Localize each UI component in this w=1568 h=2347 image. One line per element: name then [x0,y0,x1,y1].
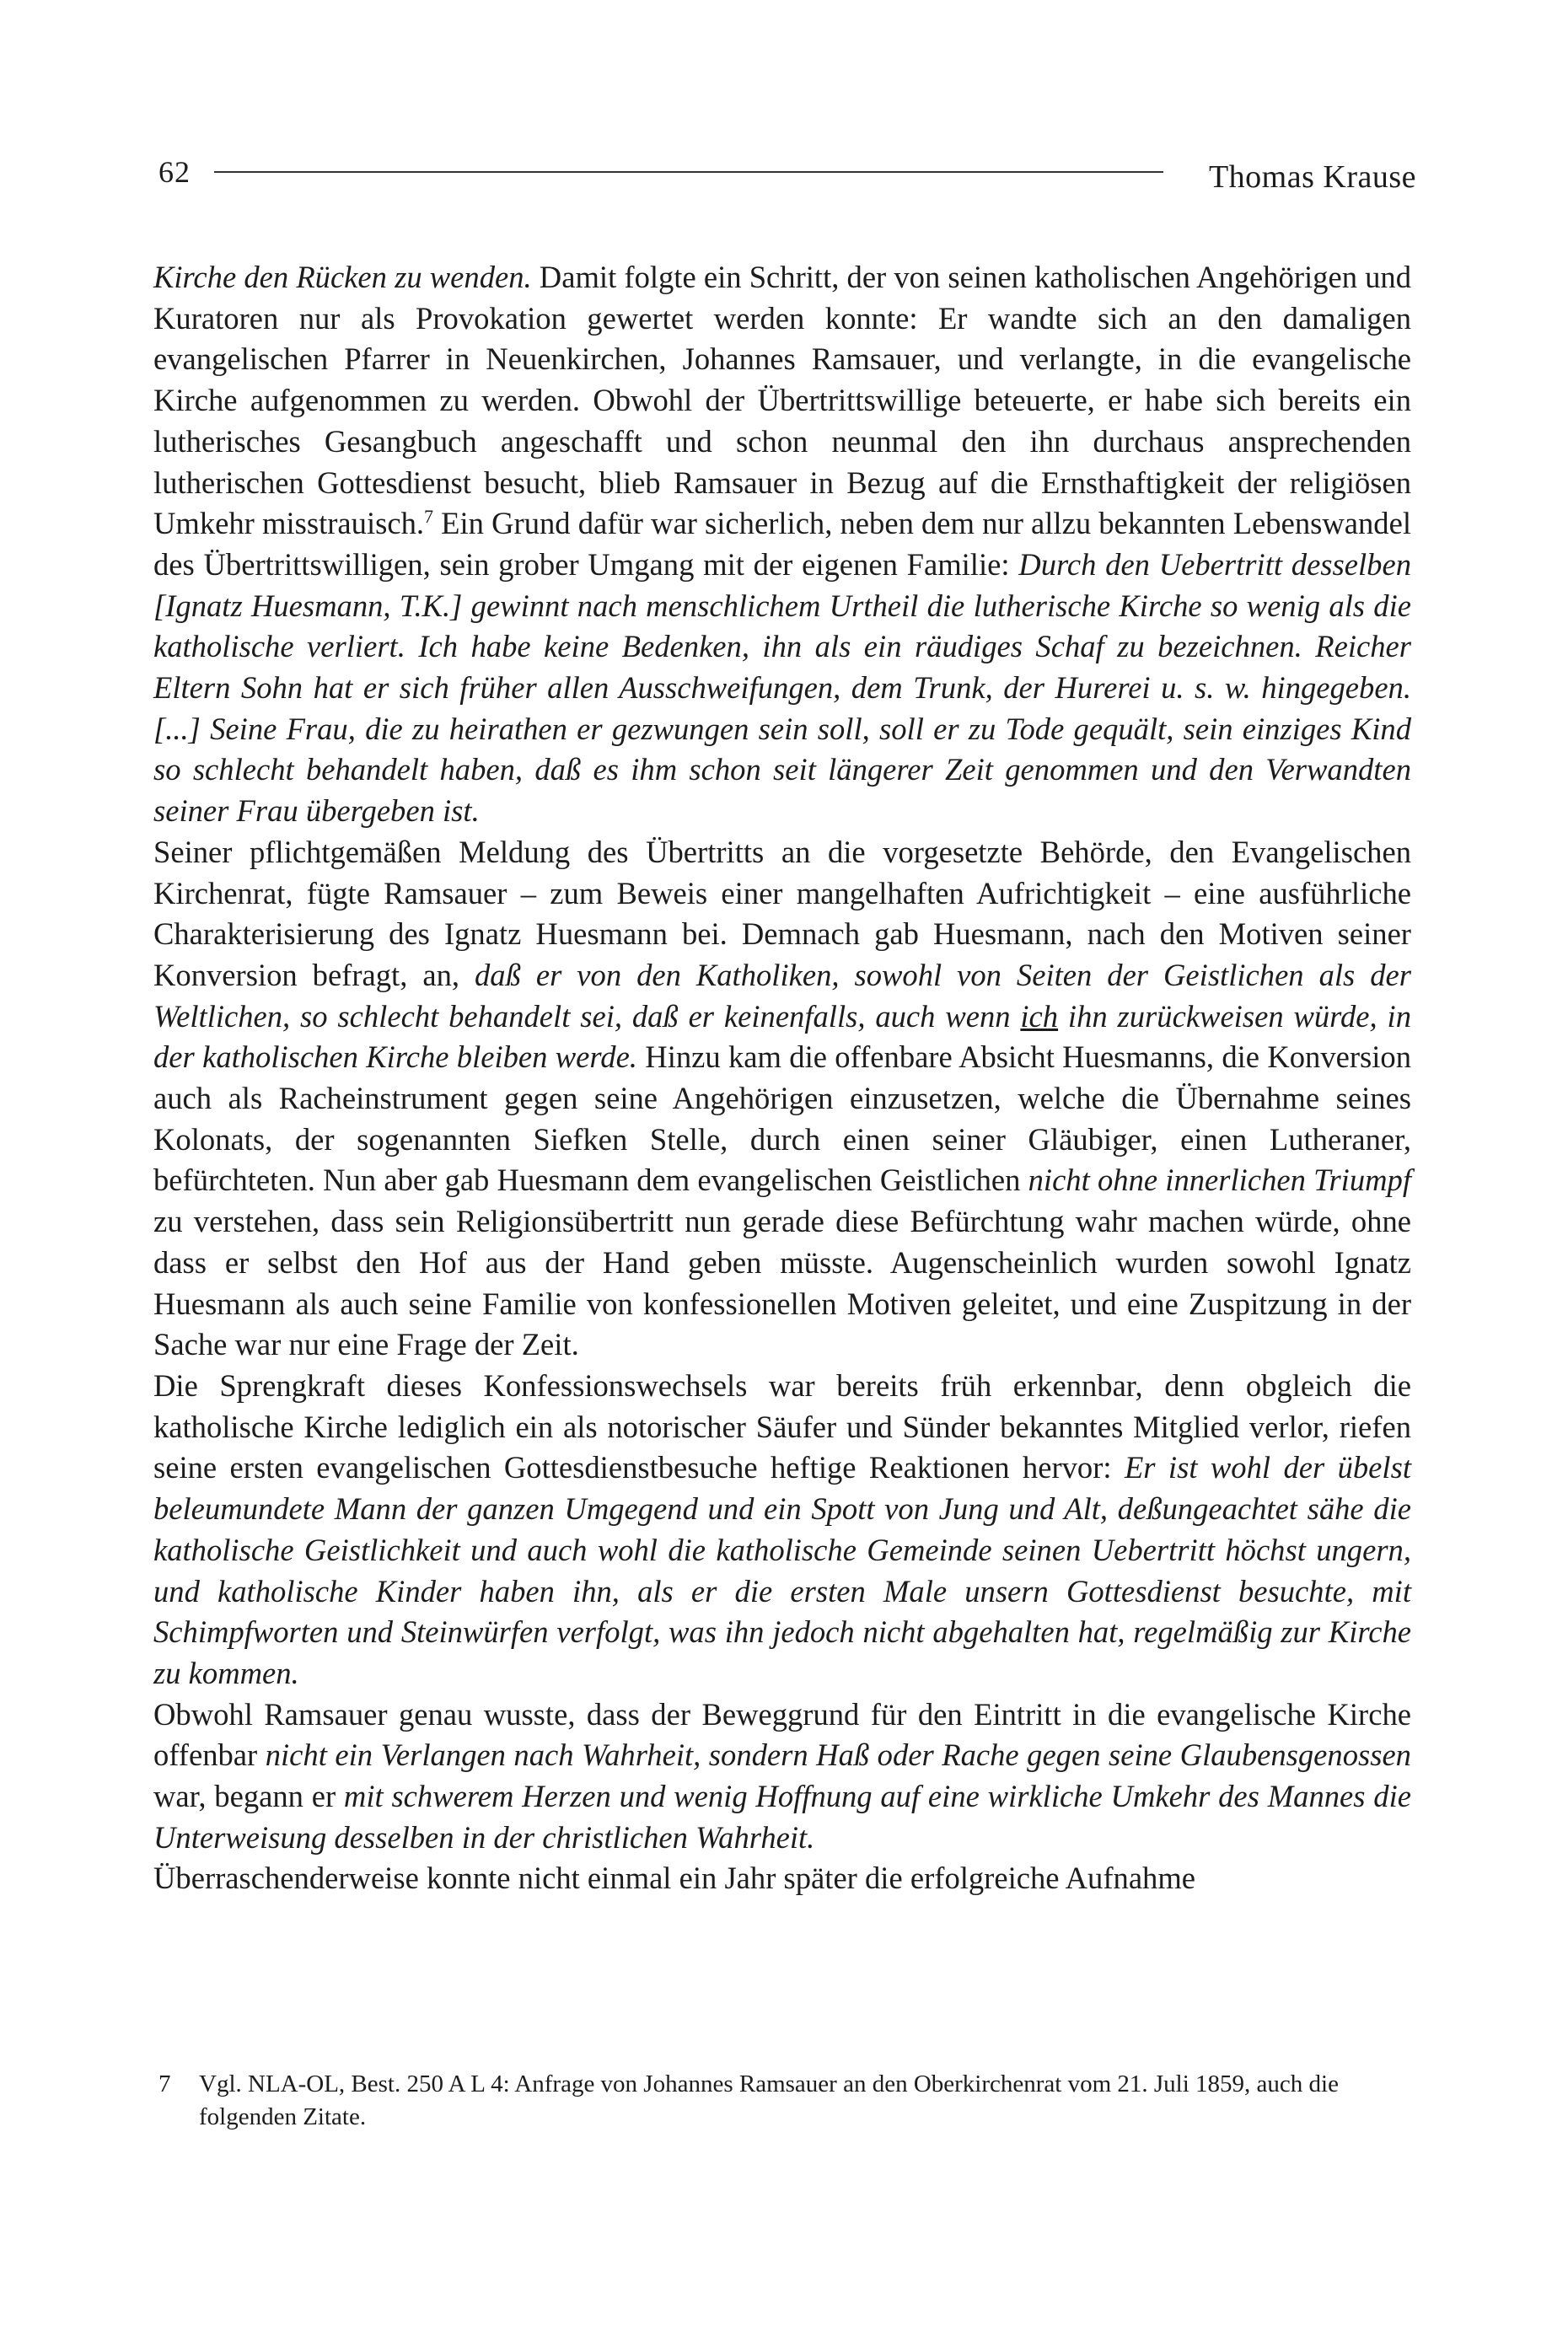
paragraph [153,832,1411,1366]
header-rule [214,171,1163,173]
text-run: war, begann er [153,1779,344,1814]
paragraph [153,1366,1411,1694]
footnote-marker: 7 [158,2070,171,2097]
paragraph [153,1858,1411,1899]
text-run: Die Sprengkraft dieses Konfessionswechsels war bereits früh erkennbar, denn obgleich die katholische Kirche lediglich ein als notorischer Säufer und Sünder bekanntes Mitglied verlor, riefen seine ersten evangelischen Gottesdienstbesuche heftige Reaktionen hervor: [153,1367,1411,1485]
footnote-text: Vgl. NLA-OL, Best. 250 A L 4: Anfrage von Johannes Ramsauer an den Oberkirchenrat vom 21. Juli 1859, auch die folgenden Zitate. [199,2070,1339,2130]
footnote [158,2068,1416,2134]
text-run: Ein Grund dafür war sicherlich, neben dem nur allzu bekannten Lebenswandel des Übertrittswilligen, sein grober Umgang mit der eigenen Familie: [153,506,1411,582]
italic-quote: mit schwerem Herzen und wenig Hoffnung auf eine wirkliche Umkehr des Mannes die Unterweisung desselben in der christlichen Wahrheit. [153,1779,1411,1855]
italic-quote: nicht ohne innerlichen Triumpf [1028,1163,1411,1198]
italic-quote: daß er von den Katholiken, sowohl von Seiten der Geistlichen als der Weltlichen, so schlecht behandelt sei, daß er keinenfalls, auch wenn [153,957,1411,1034]
paragraph [153,1694,1411,1859]
main-text [153,257,1411,1899]
underlined-word: ich [1020,998,1059,1034]
paragraph [153,257,1411,832]
italic-quote: nicht ein Verlangen nach Wahrheit, sondern Haß oder Rache gegen seine Glaubensgenossen [265,1737,1411,1773]
page-number: 62 [158,155,191,189]
text-run: Obwohl Ramsauer genau wusste, dass der Beweggrund für den Eintritt in die evangelische Kirche offenbar [153,1696,1411,1773]
running-head: Thomas Krause [1208,159,1416,195]
italic-quote: ihn zurückweisen würde, in der katholischen Kirche bleiben werde. [153,998,1411,1075]
text-run: Hinzu kam die offenbare Absicht Huesmanns, die Konversion auch als Racheinstrument gegen seine Angehörigen einzusetzen, welche die Übernahme seines Kolonats, der sogenannten Siefken Stelle, durch einen seiner Gläubiger, einen Lutheraner, befürchteten. Nun aber gab Huesmann dem evangelischen Geistlichen [153,1039,1411,1198]
text-run: zu verstehen, dass sein Religionsübertritt nun gerade diese Befürchtung wahr machen würde, ohne dass er selbst den Hof aus der Hand geben müsste. Augenscheinlich wurden sowohl Ignatz Huesmann als auch seine Familie von konfessionellen Motiven geleitet, und eine Zuspitzung in der Sache war nur eine Frage der Zeit. [153,1204,1411,1362]
page-header [158,148,1416,198]
italic-quote: Kirche den Rücken zu wenden. [153,260,532,294]
italic-quote: Durch den Uebertritt desselben [Ignatz Huesmann, T.K.] gewinnt nach menschlichem Urtheil die lutherische Kirche so wenig als die katholische verliert. Ich habe keine Bedenken, ihn als ein räudiges Schaf zu bezeichnen. Reicher Eltern Sohn hat er sich früher allen Ausschweifungen, dem Trunk, der Hurerei u. s. w. hingegeben. [...] Seine Frau, die zu heirathen er gezwungen sein soll, soll er zu Tode gequält, sein einziges Kind so schlecht behandelt haben, daß es ihm schon seit längerer Zeit genommen und den Verwandten seiner Frau übergeben ist. [153,546,1411,829]
text-run: Überraschenderweise konnte nicht einmal ein Jahr später die erfolgreiche Aufnahme [153,1861,1196,1896]
text-run: Seiner pflichtgemäßen Meldung des Übertritts an die vorgesetzte Behörde, den Evangelischen Kirchenrat, fügte Ramsauer – zum Beweis einer mangelhaften Aufrichtigkeit – eine ausführliche Charakterisierung des Ignatz Huesmann bei. Demnach gab Huesmann, nach den Motiven seiner Konversion befragt, an, [153,834,1411,992]
text-run: Damit folgte ein Schritt, der von seinen katholischen Angehörigen und Kuratoren nur als Provokation gewertet werden konnte: Er wandte sich an den damaligen evangelischen Pfarrer in Neuenkirchen, Johannes Ramsauer, und verlangte, in die evangelische Kirche aufgenommen zu werden. Obwohl der Übertrittswillige beteuerte, er habe sich bereits ein lutherisches Gesangbuch angeschafft und schon neunmal den ihn durchaus ansprechenden lutherischen Gottesdienst besucht, blieb Ramsauer in Bezug auf die Ernsthaftigkeit der religiösen Umkehr misstrauisch. [153,260,1411,541]
footnote-reference[interactable]: 7 [424,506,434,528]
italic-quote: Er ist wohl der übelst beleumundete Mann der ganzen Umgegend und ein Spott von Jung und Alt, deßungeachtet sähe die katholische Geistlichkeit und auch wohl die katholische Gemeinde seinen Uebertritt höchst ungern, und katholische Kinder haben ihn, als er die ersten Male unsern Gottesdienst besuchte, mit Schimpfworten und Steinwürfen verfolgt, was ihn jedoch nicht abgehalten hat, regelmäßig zur Kirche zu kommen. [153,1450,1411,1690]
